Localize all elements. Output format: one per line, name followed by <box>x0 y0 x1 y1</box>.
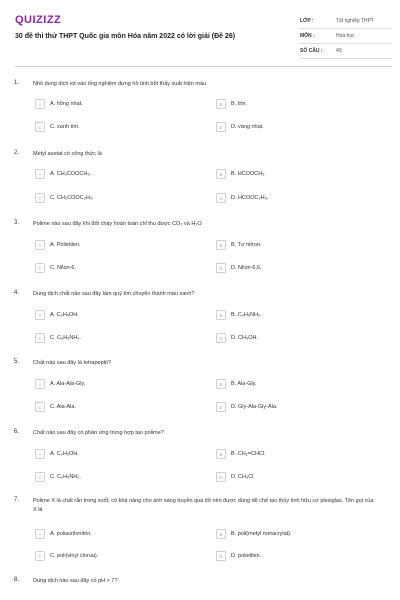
option-b[interactable] <box>216 529 292 539</box>
question-text: Polime nào sau đây khi đốt cháy hoàn toàn chỉ thu được CO₂ và H₂O <box>33 221 202 227</box>
meta-row-class <box>300 14 392 29</box>
option-text: D. Gly-Ala-Gly-Ala. <box>231 404 278 410</box>
option-text: A. hồng nhạt. <box>50 101 83 107</box>
option-letter: C <box>35 551 45 561</box>
option-a[interactable] <box>35 379 85 389</box>
option-c[interactable] <box>35 263 76 273</box>
option-text: B. HCOOCH₃. <box>231 171 266 177</box>
option-text: D. CH₃Cl. <box>231 474 255 480</box>
option-text: A. Polietilen. <box>50 242 81 248</box>
option-text: B. tím. <box>231 101 247 107</box>
option-text: D. HCOOC₂H₅. <box>231 195 269 201</box>
option-letter: D <box>216 472 226 482</box>
option-text: B. Tơ nitron. <box>231 242 262 248</box>
option-a[interactable] <box>35 310 79 320</box>
option-a[interactable] <box>35 240 81 250</box>
option-letter: C <box>35 472 45 482</box>
option-letter: A <box>35 169 45 179</box>
option-text: C. xanh tím. <box>50 124 80 130</box>
question-number: 2. <box>14 150 20 156</box>
option-d[interactable] <box>216 472 255 482</box>
option-text: A. poliacrilonitrin. <box>50 531 92 537</box>
meta-value: 40 <box>336 48 342 54</box>
option-c[interactable] <box>35 402 76 412</box>
question-text: Dung dịch nào sau đây có pH > 7? <box>33 578 118 584</box>
option-text: C. C₆H₅NH₂. <box>50 335 82 341</box>
option-letter: A <box>35 449 45 459</box>
option-letter: A <box>35 99 45 109</box>
question-number: 6. <box>14 429 20 435</box>
option-b[interactable] <box>216 240 261 250</box>
option-text: A. C₂H₅OH. <box>50 451 79 457</box>
question-number: 1. <box>14 80 20 86</box>
option-letter: A <box>35 529 45 539</box>
question-number: 3. <box>14 220 20 226</box>
meta-value: Tốt nghiệp THPT <box>336 18 374 24</box>
option-letter: A <box>35 310 45 320</box>
option-letter: A <box>35 379 45 389</box>
meta-table <box>300 14 392 59</box>
option-text: A. CH₃COOCH₃. <box>50 171 92 177</box>
question-text: Nhỏ dung dịch iot vào ống nghiệm đựng hồ tinh bột thấy xuất hiện màu <box>33 81 207 87</box>
option-text: D. CH₃OH. <box>231 335 258 341</box>
option-text: B. CH₂=CHCl. <box>231 451 266 457</box>
option-letter: D <box>216 551 226 561</box>
option-a[interactable] <box>35 449 79 459</box>
option-letter: B <box>216 449 226 459</box>
option-text: B. poli(metyl metacrylat). <box>231 531 292 537</box>
question-text: Dung dịch chất nào sau đây làm quỳ tím chuyển thành màu xanh? <box>33 291 195 297</box>
option-letter: A <box>35 240 45 250</box>
option-d[interactable] <box>216 263 262 273</box>
option-d[interactable] <box>216 193 268 203</box>
option-letter: D <box>216 402 226 412</box>
option-letter: D <box>216 333 226 343</box>
option-b[interactable] <box>216 449 266 459</box>
option-text: C. C₂H₅NH₂. <box>50 474 81 480</box>
option-letter: B <box>216 379 226 389</box>
option-letter: D <box>216 193 226 203</box>
question-text: Metyl axetat có công thức là <box>33 151 102 157</box>
meta-key: SỐ CÂU : <box>300 48 323 54</box>
meta-key: LỚP : <box>300 18 314 24</box>
option-a[interactable] <box>35 169 91 179</box>
option-letter: B <box>216 529 226 539</box>
meta-row-subject <box>300 29 392 44</box>
option-d[interactable] <box>216 402 277 412</box>
option-text: D. polietilen. <box>231 553 262 559</box>
option-text: A. Ala-Ala-Gly. <box>50 381 86 387</box>
meta-value: Hóa học <box>336 33 355 39</box>
option-b[interactable] <box>216 99 247 109</box>
option-b[interactable] <box>216 379 257 389</box>
option-text: D. Nilon-6,6. <box>231 265 262 271</box>
meta-key: MÔN : <box>300 33 315 39</box>
option-text: C. CH₃COOC₂H₅. <box>50 195 94 201</box>
question-text: Chất nào sau đây có phản ứng trùng hợp tạo polime? <box>33 430 164 436</box>
header-divider <box>15 66 392 67</box>
option-letter: C <box>35 193 45 203</box>
option-b[interactable] <box>216 169 266 179</box>
option-c[interactable] <box>35 193 94 203</box>
option-letter: C <box>35 122 45 132</box>
option-c[interactable] <box>35 333 81 343</box>
meta-row-count <box>300 44 392 59</box>
option-d[interactable] <box>216 122 264 132</box>
option-text: B. C₂H₅NH₂. <box>231 312 262 318</box>
question-number: 4. <box>14 290 20 296</box>
option-c[interactable] <box>35 122 80 132</box>
option-b[interactable] <box>216 310 262 320</box>
option-letter: D <box>216 122 226 132</box>
option-a[interactable] <box>35 529 92 539</box>
option-letter: C <box>35 263 45 273</box>
question-number: 8. <box>14 577 20 583</box>
option-text: C. Ala-Ala. <box>50 404 76 410</box>
option-text: C. Nilon-6. <box>50 265 76 271</box>
option-text: D. vàng nhạt. <box>231 124 264 130</box>
option-text: B. Ala-Gly. <box>231 381 257 387</box>
option-text: C. poli(vinyl clorua). <box>50 553 99 559</box>
question-number: 5. <box>14 359 20 365</box>
quizizz-logo: QUIZIZZ <box>15 14 62 26</box>
question-number: 7. <box>14 497 20 503</box>
option-letter: B <box>216 169 226 179</box>
question-text: Polime X là chất rắn trong suốt, có khả năng cho ánh sáng truyền qua tốt nên được dùng để chế tạo thủy tinh hữu cơ plexiglas. Tên gọi của X là <box>33 498 374 513</box>
option-c[interactable] <box>35 551 98 561</box>
option-letter: B <box>216 310 226 320</box>
option-d[interactable] <box>216 551 261 561</box>
option-letter: B <box>216 99 226 109</box>
document-title: 30 đề thi thử THPT Quốc gia môn Hóa năm 2022 có lời giải (Đề 26) <box>15 33 236 40</box>
option-text: A. C₂H₅OH. <box>50 312 79 318</box>
option-letter: B <box>216 240 226 250</box>
option-a[interactable] <box>35 99 83 109</box>
option-letter: D <box>216 263 226 273</box>
option-c[interactable] <box>35 472 81 482</box>
option-d[interactable] <box>216 333 258 343</box>
question-text: Chất nào sau đây là tetrapeptit? <box>33 360 111 366</box>
option-letter: C <box>35 402 45 412</box>
option-letter: C <box>35 333 45 343</box>
